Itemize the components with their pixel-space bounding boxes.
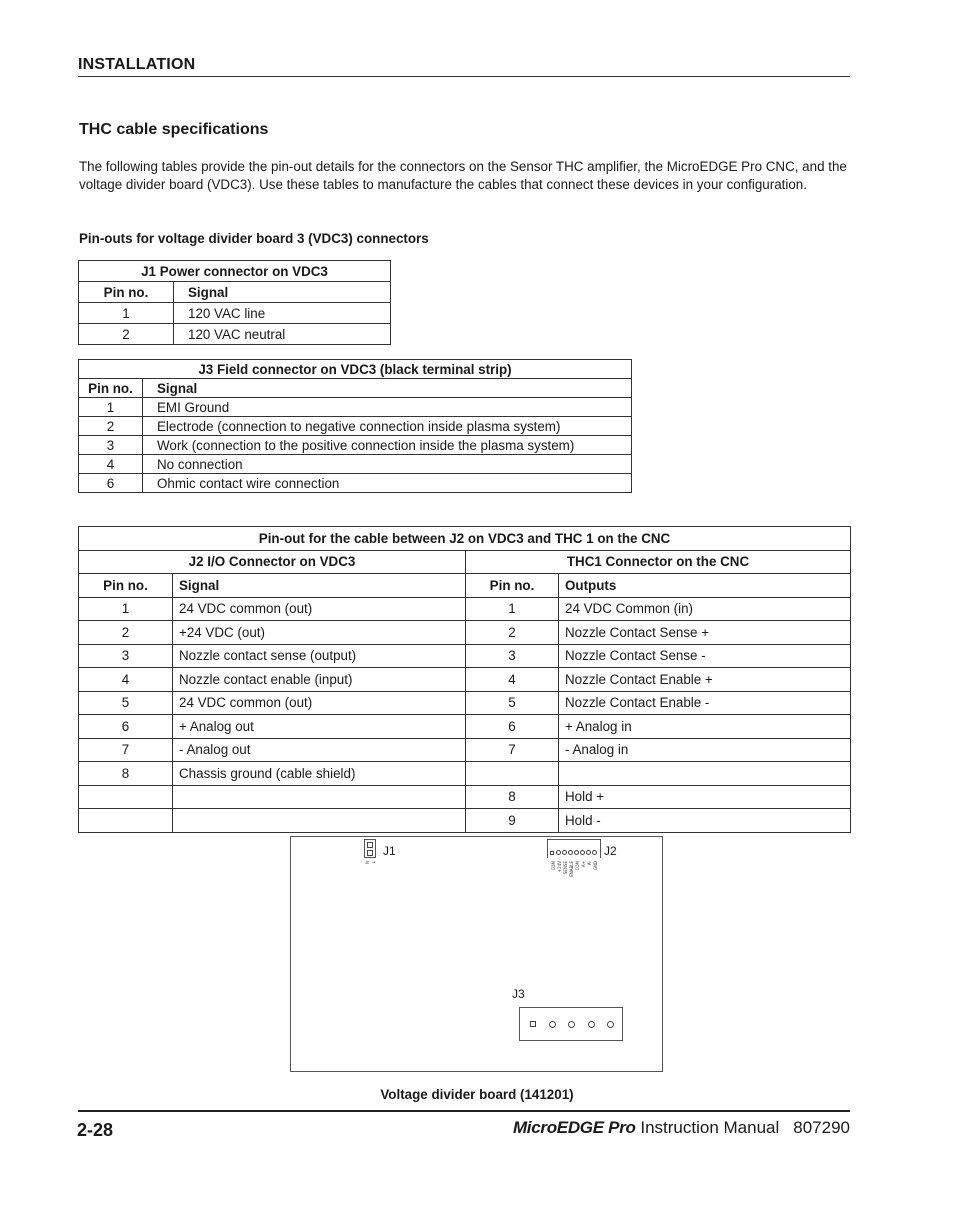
- j2-pin: [556, 850, 561, 855]
- product-brand: MicroEDGE Pro: [512, 1118, 636, 1137]
- j2-pin-label: COM: [551, 861, 556, 871]
- j3-table-caption: J3 Field connector on VDC3 (black terminal strip): [79, 360, 632, 379]
- pin-cell: [79, 809, 173, 833]
- j2-connector: [547, 839, 601, 858]
- signal-cell: 24 VDC common (out): [173, 691, 466, 715]
- output-cell: Nozzle Contact Sense +: [559, 621, 851, 645]
- j1-table-caption: J1 Power connector on VDC3: [79, 261, 391, 282]
- table-row: [79, 691, 851, 715]
- j2-pin: [586, 850, 591, 855]
- pin-cell: 7: [79, 738, 173, 762]
- pin-cell: [466, 762, 559, 786]
- intro-paragraph: The following tables provide the pin-out details for the connectors on the Sensor THC amplifier, the MicroEDGE Pro CNC, and the voltage divider board (VDC3). Use these tables to manufacture the cables that connect these devices in your configuration.: [79, 159, 847, 192]
- pin-cell: 6: [79, 474, 143, 493]
- j2-pin: [550, 851, 554, 855]
- table-row: [79, 762, 851, 786]
- pin-cell: 2: [79, 417, 143, 436]
- pin-cell: 9: [466, 809, 559, 833]
- signal-cell: 120 VAC line: [174, 303, 391, 324]
- signal-cell: +24 VDC (out): [173, 621, 466, 645]
- table-row: [79, 436, 632, 455]
- j1-connector: [364, 839, 376, 858]
- header-rule: [78, 76, 850, 77]
- pin-cell: 2: [79, 324, 174, 345]
- j2-pin-label: ENABLE: [569, 861, 574, 877]
- pin-cell: 5: [79, 691, 173, 715]
- output-cell: Hold +: [559, 785, 851, 809]
- pin-cell: 4: [79, 668, 173, 692]
- footer-rule: [78, 1110, 850, 1112]
- pin-cell: 1: [79, 303, 174, 324]
- signal-cell: Chassis ground (cable shield): [173, 762, 466, 786]
- page-number: 2-28: [77, 1120, 114, 1140]
- output-cell: Hold -: [559, 809, 851, 833]
- j1-pin-label: N: [365, 861, 370, 864]
- signal-cell: Nozzle contact enable (input): [173, 668, 466, 692]
- j3-pin: [568, 1021, 575, 1028]
- output-cell: Nozzle Contact Sense -: [559, 644, 851, 668]
- j3-pin: [549, 1021, 556, 1028]
- table-row: [79, 398, 632, 417]
- j1-col-signal: Signal: [174, 282, 391, 303]
- j3-pin: [530, 1021, 536, 1027]
- j2-header: J2 I/O Connector on VDC3: [79, 550, 466, 574]
- pin-cell: 3: [466, 644, 559, 668]
- output-cell: Nozzle Contact Enable +: [559, 668, 851, 692]
- table-row: [79, 597, 851, 621]
- cable-pinout-table: [78, 526, 851, 833]
- j2-label: J2: [604, 844, 617, 858]
- table-row: [79, 621, 851, 645]
- footer-title: [513, 1118, 850, 1138]
- j2-pin: [562, 850, 567, 855]
- table-row: [79, 474, 632, 493]
- j1-label: J1: [383, 844, 396, 858]
- output-cell: - Analog in: [559, 738, 851, 762]
- output-cell: 24 VDC Common (in): [559, 597, 851, 621]
- pin-cell: 4: [466, 668, 559, 692]
- j2-pin-label: A-: [587, 861, 592, 866]
- signal-cell: EMI Ground: [143, 398, 632, 417]
- signal-cell: [173, 809, 466, 833]
- col-pin-left: Pin no.: [79, 574, 173, 598]
- j1-col-pin: Pin no.: [79, 282, 174, 303]
- table-row: [79, 455, 632, 474]
- page-title: THC cable specifications: [79, 121, 269, 138]
- pin-cell: 8: [466, 785, 559, 809]
- table-row: [79, 715, 851, 739]
- table-row: [79, 417, 632, 436]
- signal-cell: [173, 785, 466, 809]
- signal-cell: No connection: [143, 455, 632, 474]
- pin-cell: [79, 785, 173, 809]
- table-row: [79, 324, 391, 345]
- pin-cell: 1: [79, 597, 173, 621]
- signal-cell: Electrode (connection to negative connection inside plasma system): [143, 417, 632, 436]
- pin-cell: 5: [466, 691, 559, 715]
- pin-cell: 3: [79, 436, 143, 455]
- pin-cell: 8: [79, 762, 173, 786]
- j1-power-table: [78, 260, 391, 345]
- pin-cell: 1: [79, 398, 143, 417]
- j3-field-table: [78, 359, 632, 493]
- pin-cell: 2: [79, 621, 173, 645]
- col-pin-right: Pin no.: [466, 574, 559, 598]
- output-cell: + Analog in: [559, 715, 851, 739]
- j3-connector: [519, 1007, 623, 1041]
- pin-cell: 1: [466, 597, 559, 621]
- signal-cell: Nozzle contact sense (output): [173, 644, 466, 668]
- col-signal-left: Signal: [173, 574, 466, 598]
- j2-pin-label: COM: [575, 861, 580, 871]
- signal-cell: 24 VDC common (out): [173, 597, 466, 621]
- j2-pin: [574, 850, 579, 855]
- table-row: [79, 644, 851, 668]
- j2-pin-label: SENSE: [563, 861, 568, 875]
- table-row: [79, 785, 851, 809]
- signal-cell: 120 VAC neutral: [174, 324, 391, 345]
- signal-cell: + Analog out: [173, 715, 466, 739]
- manual-label: Instruction Manual: [640, 1118, 780, 1137]
- j3-pin: [607, 1021, 614, 1028]
- j2-pin-label: A+: [581, 861, 586, 868]
- cable-table-caption: Pin-out for the cable between J2 on VDC3 and THC 1 on the CNC: [79, 527, 851, 551]
- j1-pin-1: [367, 842, 373, 848]
- j3-pin: [588, 1021, 595, 1028]
- thc1-header: THC1 Connector on the CNC: [466, 550, 851, 574]
- document-number: 807290: [793, 1118, 850, 1137]
- subheading: Pin-outs for voltage divider board 3 (VDC3) connectors: [79, 231, 429, 246]
- j2-pin: [592, 850, 597, 855]
- pin-cell: 3: [79, 644, 173, 668]
- output-cell: Nozzle Contact Enable -: [559, 691, 851, 715]
- pin-cell: 2: [466, 621, 559, 645]
- pin-cell: 4: [79, 455, 143, 474]
- j1-pin-2: [367, 850, 373, 856]
- table-row: [79, 303, 391, 324]
- signal-cell: Ohmic contact wire connection: [143, 474, 632, 493]
- figure-caption: Voltage divider board (141201): [380, 1087, 574, 1102]
- section-header: INSTALLATION: [78, 56, 196, 73]
- signal-cell: - Analog out: [173, 738, 466, 762]
- j2-pin: [580, 850, 585, 855]
- voltage-divider-board-diagram: [290, 836, 663, 1072]
- table-row: [79, 668, 851, 692]
- pin-cell: 7: [466, 738, 559, 762]
- pin-cell: 6: [466, 715, 559, 739]
- pin-cell: 6: [79, 715, 173, 739]
- j3-col-signal: Signal: [143, 379, 632, 398]
- table-row: [79, 738, 851, 762]
- j2-pin-label: +24V: [557, 861, 562, 873]
- output-cell: [559, 762, 851, 786]
- signal-cell: Work (connection to the positive connection inside the plasma system): [143, 436, 632, 455]
- j2-pin: [568, 850, 573, 855]
- table-row: [79, 809, 851, 833]
- j1-pin-label: L: [371, 861, 376, 864]
- j2-pin-label: GND: [593, 861, 598, 871]
- col-outputs-right: Outputs: [559, 574, 851, 598]
- j3-col-pin: Pin no.: [79, 379, 143, 398]
- j3-label: J3: [512, 987, 525, 1001]
